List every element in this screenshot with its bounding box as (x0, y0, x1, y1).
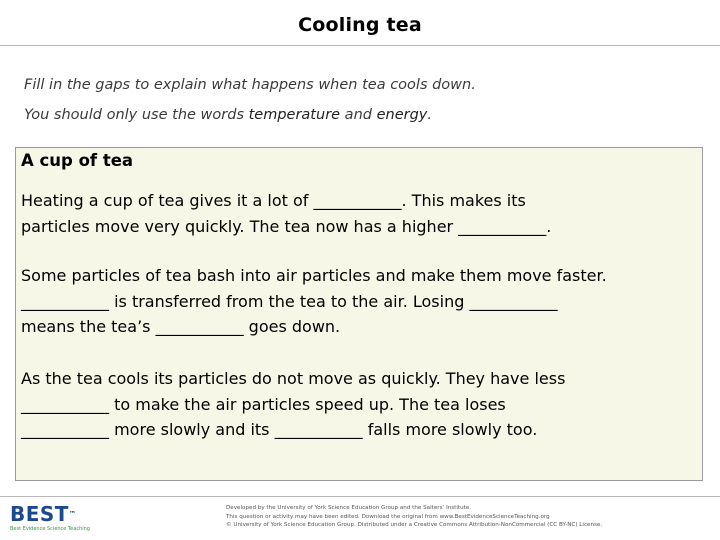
footer-line-2: This question or activity may have been edited. Download the original from www.BestEvidenceScienceTeaching.org (226, 513, 550, 520)
paragraph-2-line-1: Some particles of tea bash into air particles and make them move faster. (21, 266, 607, 285)
exercise-box (15, 147, 703, 481)
paragraph-3 (21, 366, 697, 443)
footer-line-3: © University of York Science Education Group. Distributed under a Creative Commons Attribution-NonCommercial (CC BY-NC) License. (226, 522, 603, 529)
paragraph-3-line-2: ___________ to make the air particles speed up. The tea loses (21, 394, 506, 414)
instruction-line-2 (24, 107, 432, 123)
paragraph-3-line-3: ___________ more slowly and its ___________ falls more slowly too. (21, 420, 538, 439)
keyword-energy: energy (376, 107, 428, 123)
logo-tagline: Best Evidence Science Teaching (10, 526, 90, 532)
instruction-prefix: You should only use the words (24, 107, 249, 123)
paragraph-1-line-2: particles move very quickly. The tea now has a higher ___________. (21, 216, 552, 236)
logo-wordmark: BEST™ (10, 502, 77, 526)
paragraph-3-line-1: As the tea cools its particles do not move as quickly. They have less (21, 369, 566, 388)
paragraph-2 (21, 263, 697, 340)
footer-line-1: Developed by the University of York Science Education Group and the Salters’ Institute. (226, 505, 472, 511)
paragraph-1 (21, 188, 697, 239)
instruction-mid: and (340, 107, 377, 123)
title-divider (0, 45, 720, 46)
footer-divider (0, 496, 720, 497)
instruction-line-1: Fill in the gaps to explain what happens when tea cools down. (24, 77, 476, 93)
instruction-suffix: . (427, 107, 432, 123)
footer-credits (226, 504, 606, 530)
box-heading: A cup of tea (21, 151, 134, 170)
page-title: Cooling tea (298, 14, 422, 36)
keyword-temperature: temperature (248, 107, 341, 123)
paragraph-2-line-2: ___________ is transferred from the tea to the air. Losing ___________ (21, 291, 558, 311)
paragraph-2-line-3: means the tea’s ___________ goes down. (21, 317, 341, 336)
paragraph-1-line-1: Heating a cup of tea gives it a lot of ___________. This makes its (21, 191, 526, 210)
best-logo (10, 502, 90, 534)
